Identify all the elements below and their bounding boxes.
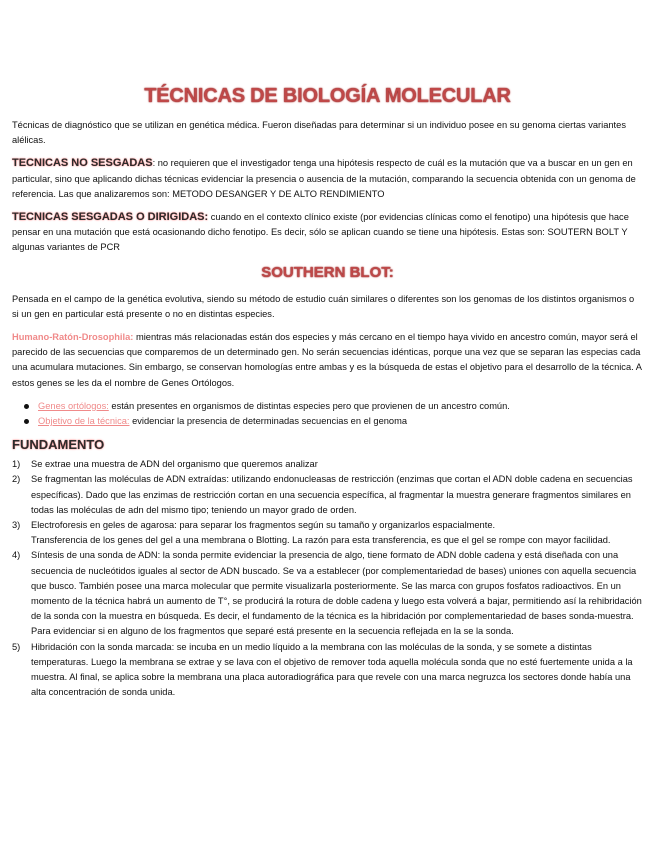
species-paragraph xyxy=(12,330,643,391)
step-number: 1) xyxy=(12,459,21,470)
southern-blot-title: SOUTHERN BLOT: xyxy=(261,263,394,281)
no-sesgadas-label: TECNICAS NO SESGADAS xyxy=(12,157,153,170)
sesgadas-paragraph xyxy=(12,210,643,256)
bullet-genes-ortologos xyxy=(38,399,643,414)
bullet-dot-icon xyxy=(24,419,29,424)
sesgadas-text: cuando en el contexto clínico existe (por evidencias clínicas como el fenotipo) una hipótesis que hace pensar en una mutación que está ocasionando dicho fenotipo. Es decir, sólo se aplican cuando se tiene una hipótesis. Estas son: SOUTERN BOLT Y algunas variantes de PCR xyxy=(12,212,629,253)
step-3 xyxy=(12,518,643,548)
bullet-objetivo xyxy=(38,414,643,429)
species-text: mientras más relacionadas están dos especies y más cercano en el tiempo haya vivido en ancestro común, mayor será el parecido de las secuencias que comparemos de un determinado gen. No serán secuencias idénticas, porque una vez que se separan las especias cada una acumulara mutaciones. Sin embargo, se conservan homologías entre ambas y es la búsqueda de estas el objetivo para el desarrollo de la técnica. A estos genes se les da el nombre de Genes Ortólogos. xyxy=(12,332,642,388)
bullet-label: Genes ortólogos: xyxy=(38,400,109,411)
step-continuation: Transferencia de los genes del gel a una membrana o Blotting. La razón para esta transferencia, es que el gel se rompe con mayor facilidad. xyxy=(31,535,611,546)
step-text: Electroforesis en geles de agarosa: para separar los fragmentos según su tamaño y organizarlos espacialmente. xyxy=(31,520,496,531)
step-number: 5) xyxy=(12,641,21,652)
fundamento-title: FUNDAMENTO xyxy=(12,437,105,453)
step-text: Se fragmentan las moléculas de ADN extraídas: utilizando endonucleasas de restricción (enzimas que cortan el ADN doble cadena en secuencias específicas). Dado que las enzimas de restricción cortan en una secuencia específica, al fragmentar la muestra generare fragmentos similares en todas las moléculas de adn del mismo tipo; teniendo un mayor grado de orden. xyxy=(31,474,633,515)
intro-paragraph: Técnicas de diagnóstico que se utilizan en genética médica. Fueron diseñadas para determinar si un individuo posee en su genoma ciertas variantes alélicas. xyxy=(12,120,626,146)
no-sesgadas-paragraph xyxy=(12,156,643,202)
bullet-label: Objetivo de la técnica: xyxy=(38,416,130,427)
southern-intro-paragraph: Pensada en el campo de la genética evolutiva, siendo su método de estudio cuán similares o diferentes son los genomas de los distintos organismos o si un gen en particular está presente o no en distintas especies. xyxy=(12,293,635,319)
step-text: Hibridación con la sonda marcada: se incuba en un medio líquido a la membrana con las moléculas de la sonda, y se somete a distintas temperaturas. Luego la membrana se extrae y se lava con el objetivo de remover toda aquella molécula sonda que no esté fuertemente unida a la muestra. Al final, se aplica sobre la membrana una placa autoradiográfica para que revele con una marca negruzca los sectores donde había una alta concentración de sonda unida. xyxy=(31,641,633,698)
bullet-text: evidenciar la presencia de determinadas secuencias en el genoma xyxy=(129,416,408,427)
fundamento-steps xyxy=(12,457,643,700)
sesgadas-label: TECNICAS SESGADAS O DIRIGIDAS: xyxy=(12,211,209,224)
step-5 xyxy=(12,640,643,701)
step-number: 3) xyxy=(12,520,21,531)
no-sesgadas-text: : no requieren que el investigador tenga una hipótesis respecto de cuál es la mutación que va a buscar en un gen en particular, sino que aplicando dichas técnicas evidenciar la presencia o ausencia de la mutación, comparando la secuencia obtenida con un genoma de referencia. Las que analizaremos son: METODO DESANGER Y DE ALTO RENDIMIENTO xyxy=(12,158,636,199)
step-1 xyxy=(12,457,643,472)
bullet-dot-icon xyxy=(24,404,29,409)
step-text: Síntesis de una sonda de ADN: la sonda permite evidenciar la presencia de algo, tiene formato de ADN doble cadena y está diseñada con una secuencia de nucleótidos iguales al sector de ADN buscado. Se va a establecer (por complementariedad de bases) uniones con aquella secuencia que busco. También posee una marca molecular que permite visualizarla posteriormente. Se las marca con grupos fosfatos radioactivos. En un momento de la técnica habrá un aumento de T°, se producirá la rotura de doble cadena y luego esta volverá a bajar, permitiendo así la rehibridación de la sonda con la muestra en búsqueda. Es decir, el fundamento de la técnica es la hibridación por complementariedad de bases sonda-muestra. Para evidenciar si en alguno de los fragmentos que separé está presente en la secuencia reflejada en la se la sonda. xyxy=(31,550,642,637)
step-number: 4) xyxy=(12,550,21,561)
definition-list xyxy=(12,399,643,429)
species-label: Humano-Ratón-Drosophila: xyxy=(12,332,134,343)
step-number: 2) xyxy=(12,474,21,485)
document-title: TÉCNICAS DE BIOLOGÍA MOLECULAR xyxy=(144,85,511,107)
step-2 xyxy=(12,472,643,518)
step-text: Se extrae una muestra de ADN del organismo que queremos analizar xyxy=(31,459,318,470)
step-4 xyxy=(12,548,643,639)
bullet-text: están presentes en organismos de distintas especies pero que provienen de un ancestro común. xyxy=(108,400,510,411)
